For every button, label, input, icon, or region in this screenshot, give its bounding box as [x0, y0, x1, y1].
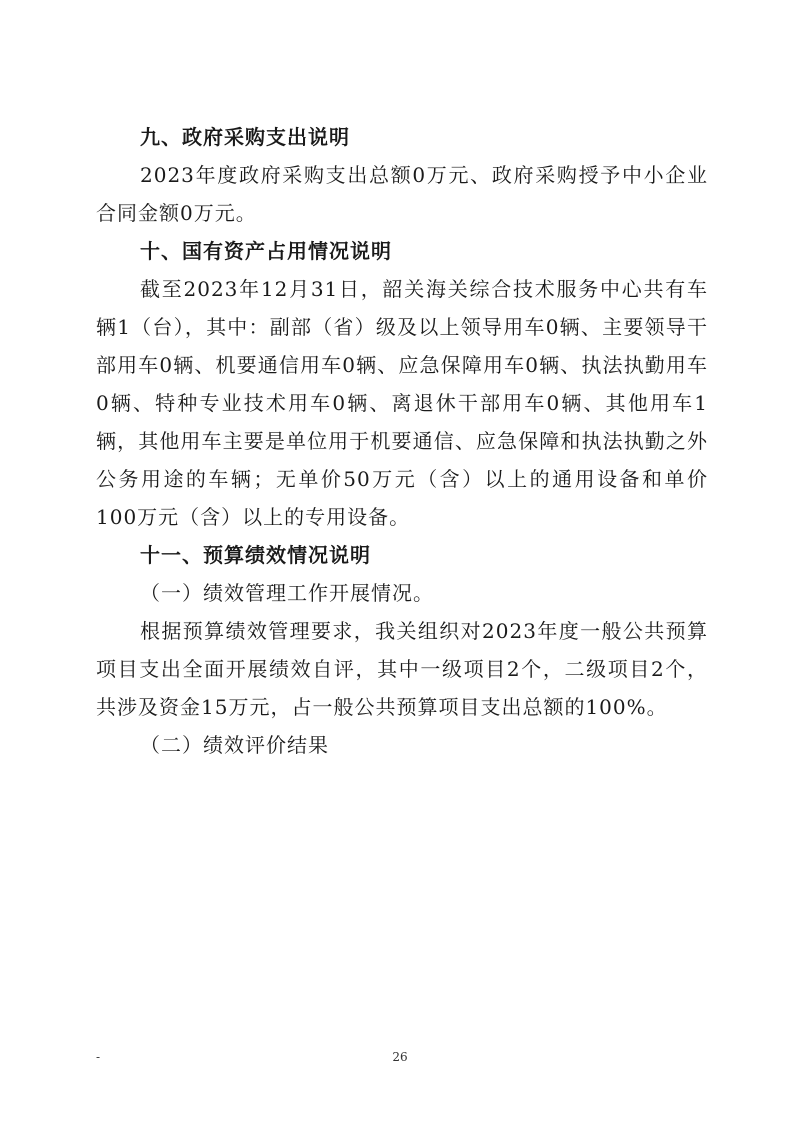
paragraph-performance-management: 根据预算绩效管理要求，我关组织对2023年度一般公共预算项目支出全面开展绩效自评，其中一级项目2个，二级项目2个，共涉及资金15万元，占一般公共预算项目支出总额的100%。: [96, 619, 708, 719]
page-number: 26: [392, 1050, 408, 1064]
paragraph-government-procurement: 2023年度政府采购支出总额0万元、政府采购授予中小企业合同金额0万元。: [96, 163, 708, 225]
section-heading-state-assets: 十、国有资产占用情况说明: [140, 239, 392, 263]
subheading-evaluation-results: （二）绩效评价结果: [140, 733, 329, 757]
paragraph-state-assets: 截至2023年12月31日，韶关海关综合技术服务中心共有车辆1（台），其中：副部（省）级及以上领导用车0辆、主要领导干部用车0辆、机要通信用车0辆、应急保障用车0辆、执法执勤用车0辆、特种专业技术用车0辆、离退休干部用车0辆、其他用车1辆，其他用车主要是单位用于机要通信、应急保障和执法执勤之外公务用途的车辆；无单价50万元（含）以上的通用设备和单价100万元（含）以上的专用设备。: [96, 277, 708, 529]
section-heading-government-procurement: 九、政府采购支出说明: [140, 125, 350, 149]
document-page: [96, 118, 708, 764]
subheading-performance-management: （一）绩效管理工作开展情况。: [140, 581, 434, 605]
footer-dash: -: [96, 1050, 101, 1064]
section-heading-budget-performance: 十一、预算绩效情况说明: [140, 543, 371, 567]
